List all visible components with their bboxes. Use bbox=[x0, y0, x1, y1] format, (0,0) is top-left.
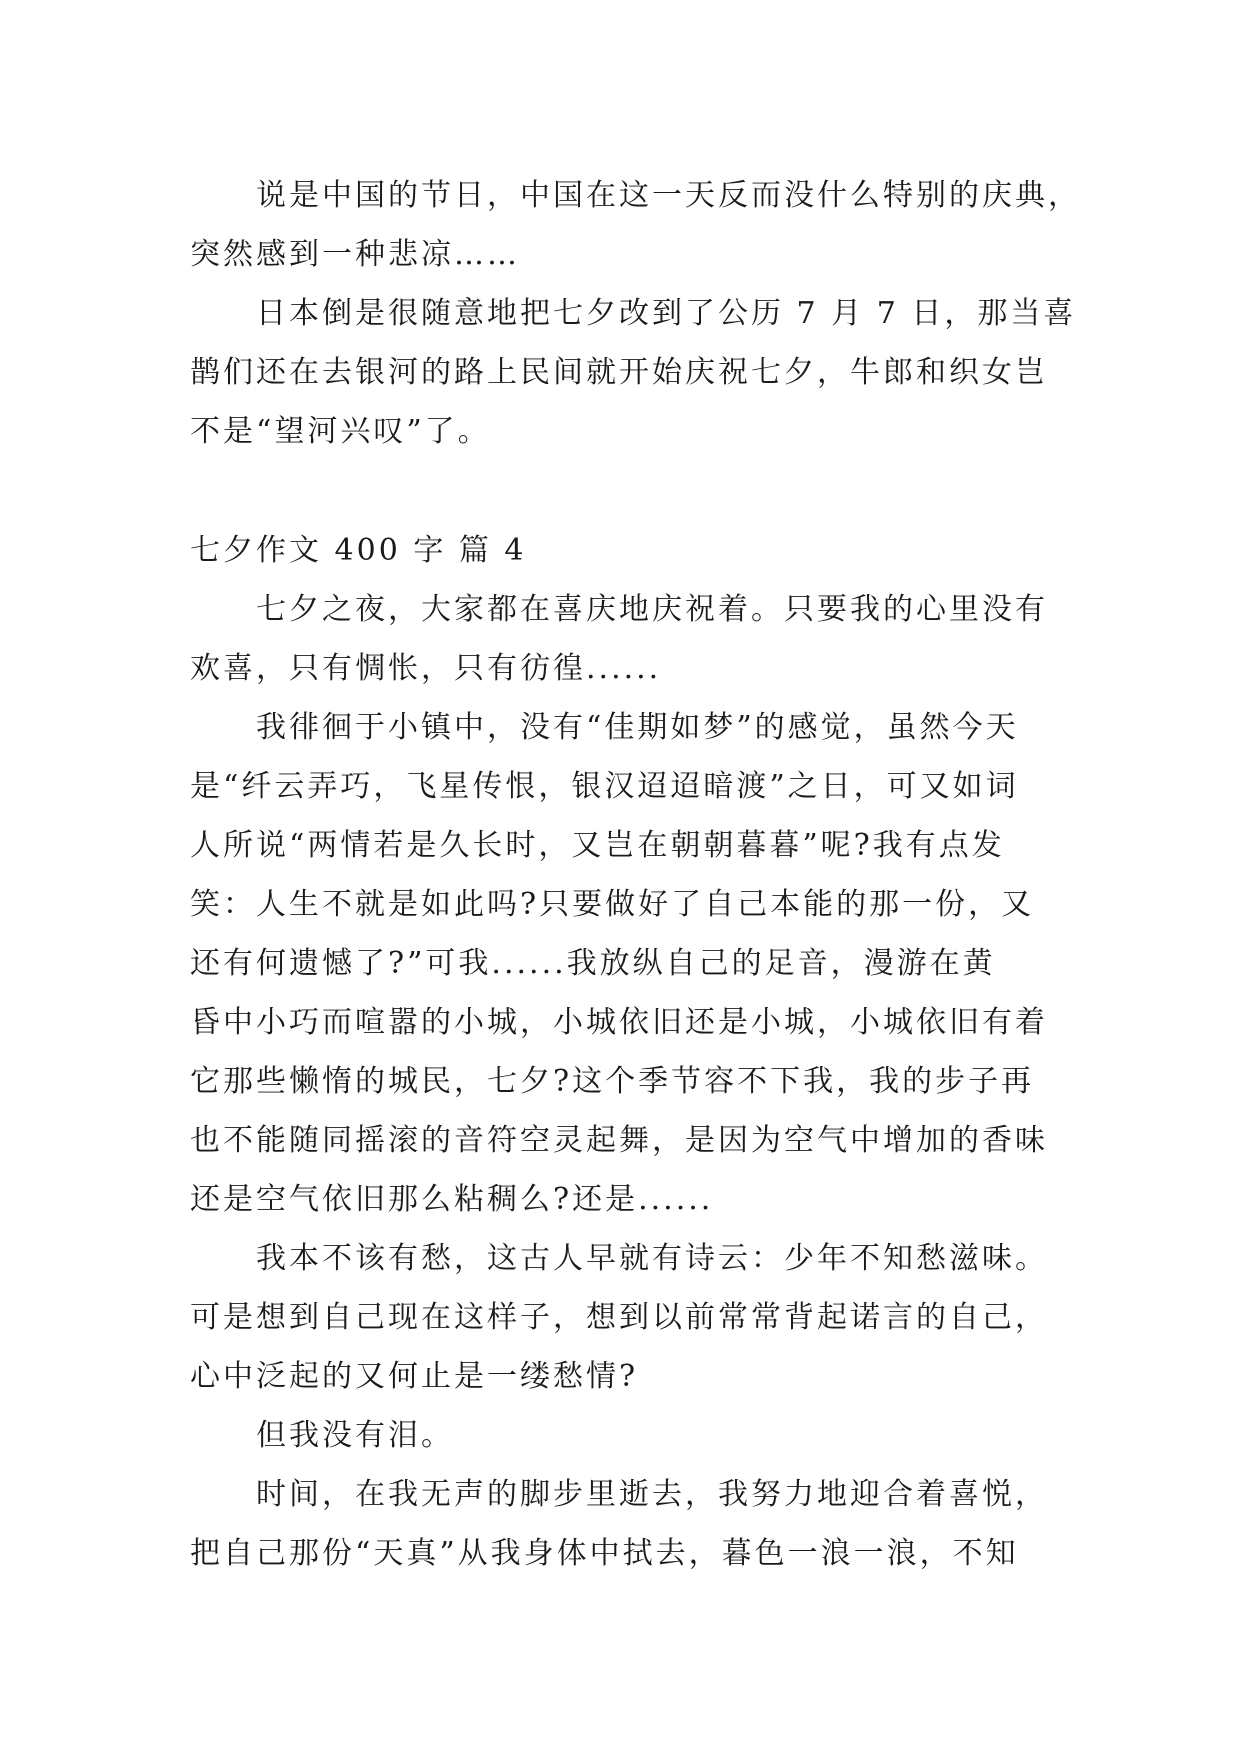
text-line: 把自己那份“天真”从我身体中拭去，暮色一浪一浪，不知 bbox=[190, 1536, 1019, 1571]
text-line: 也不能随同摇滚的音符空灵起舞，是因为空气中增加的香味 bbox=[190, 1123, 1048, 1158]
paragraph bbox=[190, 1406, 1080, 1465]
text-line: 它那些懒惰的城民，七夕?这个季节容不下我，我的步子再 bbox=[190, 1064, 1035, 1099]
text-line: 我本不该有愁，这古人早就有诗云：少年不知愁滋味。 bbox=[256, 1241, 1048, 1276]
paragraph bbox=[190, 580, 1080, 698]
text-line: 欢喜，只有惆怅，只有彷徨...... bbox=[190, 651, 662, 686]
paragraph bbox=[190, 698, 1080, 1229]
text-line: 突然感到一种悲凉…… bbox=[190, 237, 520, 272]
text-line: 时间，在我无声的脚步里逝去，我努力地迎合着喜悦， bbox=[256, 1477, 1048, 1512]
text-line: 鹊们还在去银河的路上民间就开始庆祝七夕，牛郎和织女岂 bbox=[190, 355, 1048, 390]
text-line: 昏中小巧而喧嚣的小城，小城依旧还是小城，小城依旧有着 bbox=[190, 1005, 1048, 1040]
text-line: 还有何遗憾了?”可我......我放纵自己的足音，漫游在黄 bbox=[190, 946, 996, 981]
text-line: 不是“望河兴叹”了。 bbox=[190, 414, 491, 449]
text-line: 说是中国的节日，中国在这一天反而没什么特别的庆典， bbox=[256, 178, 1081, 213]
text-line: 心中泛起的又何止是一缕愁情? bbox=[190, 1359, 639, 1394]
section-spacer bbox=[190, 461, 1080, 521]
text-line: 日本倒是很随意地把七夕改到了公历 7 月 7 日，那当喜 bbox=[256, 296, 1077, 331]
text-line: 笑：人生不就是如此吗?只要做好了自己本能的那一份，又 bbox=[190, 887, 1035, 922]
text-line: 还是空气依旧那么粘稠么?还是...... bbox=[190, 1182, 714, 1217]
paragraph bbox=[190, 1229, 1080, 1406]
paragraph bbox=[190, 166, 1080, 284]
section-title: 七夕作文 400 字 篇 4 bbox=[190, 533, 527, 568]
text-line: 七夕之夜，大家都在喜庆地庆祝着。只要我的心里没有 bbox=[256, 592, 1048, 627]
text-line: 人所说“两情若是久长时，又岂在朝朝暮暮”呢?我有点发 bbox=[190, 828, 1005, 863]
document-body bbox=[190, 166, 1080, 1583]
paragraph bbox=[190, 1465, 1080, 1583]
text-line: 可是想到自己现在这样子，想到以前常常背起诺言的自己， bbox=[190, 1300, 1048, 1335]
text-line: 我徘徊于小镇中，没有“佳期如梦”的感觉，虽然今天 bbox=[256, 710, 1019, 745]
paragraph bbox=[190, 284, 1080, 461]
text-line: 是“纤云弄巧，飞星传恨，银汉迢迢暗渡”之日，可又如词 bbox=[190, 769, 1019, 804]
text-line: 但我没有泪。 bbox=[256, 1418, 454, 1453]
